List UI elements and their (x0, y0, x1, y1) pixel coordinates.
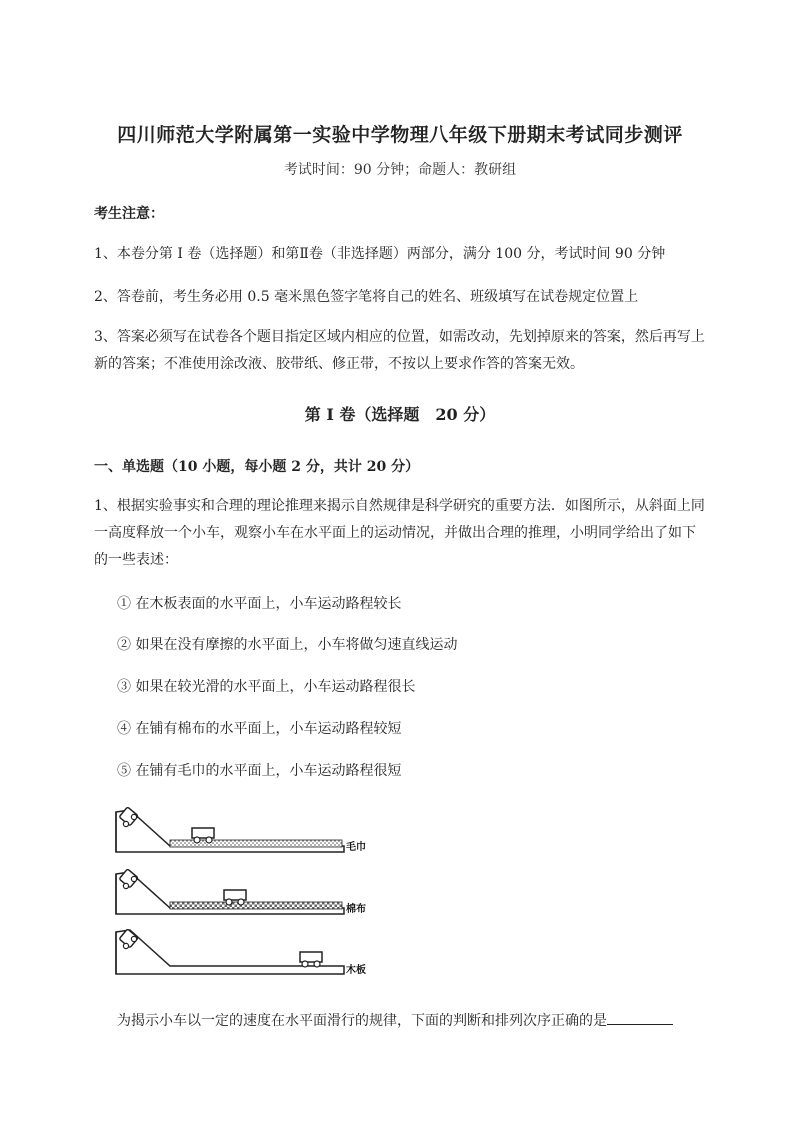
option-4: ④ 在铺有棉布的水平面上，小车运动路程较短 (117, 721, 402, 737)
option-5: ⑤ 在铺有毛巾的水平面上，小车运动路程很短 (117, 763, 402, 779)
question-ending (117, 1010, 673, 1030)
exam-title: 四川师范大学附属第一实验中学物理八年级下册期末考试同步测评 (117, 124, 683, 146)
subsection-title: 一、单选题（10 小题，每小题 2 分，共计 20 分） (94, 459, 420, 475)
note-item-3: 3、答案必须写在试卷各个题目指定区域内相应的位置，如需改动，先划掉原来的答案，然后再写上新的答案；不准使用涂改液、胶带纸、修正带，不按以上要求作答的答案无效。 (94, 329, 705, 372)
towel-label: 毛巾 (346, 842, 366, 853)
incline-experiment-figure (112, 802, 380, 988)
option-2: ② 如果在没有摩擦的水平面上，小车将做匀速直线运动 (117, 637, 458, 653)
option-1: ① 在木板表面的水平面上，小车运动路程较长 (117, 596, 402, 612)
towel-track (116, 807, 366, 853)
note-item-1: 1、本卷分第 I 卷（选择题）和第Ⅱ卷（非选择题）两部分，满分 100 分，考试时间 90 分钟 (94, 246, 666, 262)
cotton-track (116, 869, 366, 915)
option-3: ③ 如果在较光滑的水平面上，小车运动路程很长 (117, 679, 416, 695)
cotton-label: 棉布 (346, 904, 366, 915)
exam-subtitle: 考试时间：90 分钟；命题人：教研组 (283, 162, 517, 178)
answer-blank[interactable] (607, 1010, 673, 1025)
notes-heading: 考生注意： (94, 206, 164, 222)
note-item-2: 2、答卷前，考生务必用 0.5 毫米黑色签字笔将自己的姓名、班级填写在试卷规定位置上 (94, 289, 639, 305)
board-track (116, 929, 366, 976)
question-ending-text: 为揭示小车以一定的速度在水平面滑行的规律，下面的判断和排列次序正确的是 (117, 1013, 607, 1029)
cart-icon (300, 952, 322, 967)
question-stem: 1、根据实验事实和合理的理论推理来揭示自然规律是科学研究的重要方法．如图所示，从斜面上同一高度释放一个小车，观察小车在水平面上的运动情况，并做出合理的推理，小明同学给出了如下的一些表述： (94, 498, 705, 568)
board-label: 木板 (346, 965, 366, 976)
section-title: 第 I 卷（选择题 20 分） (304, 405, 496, 424)
